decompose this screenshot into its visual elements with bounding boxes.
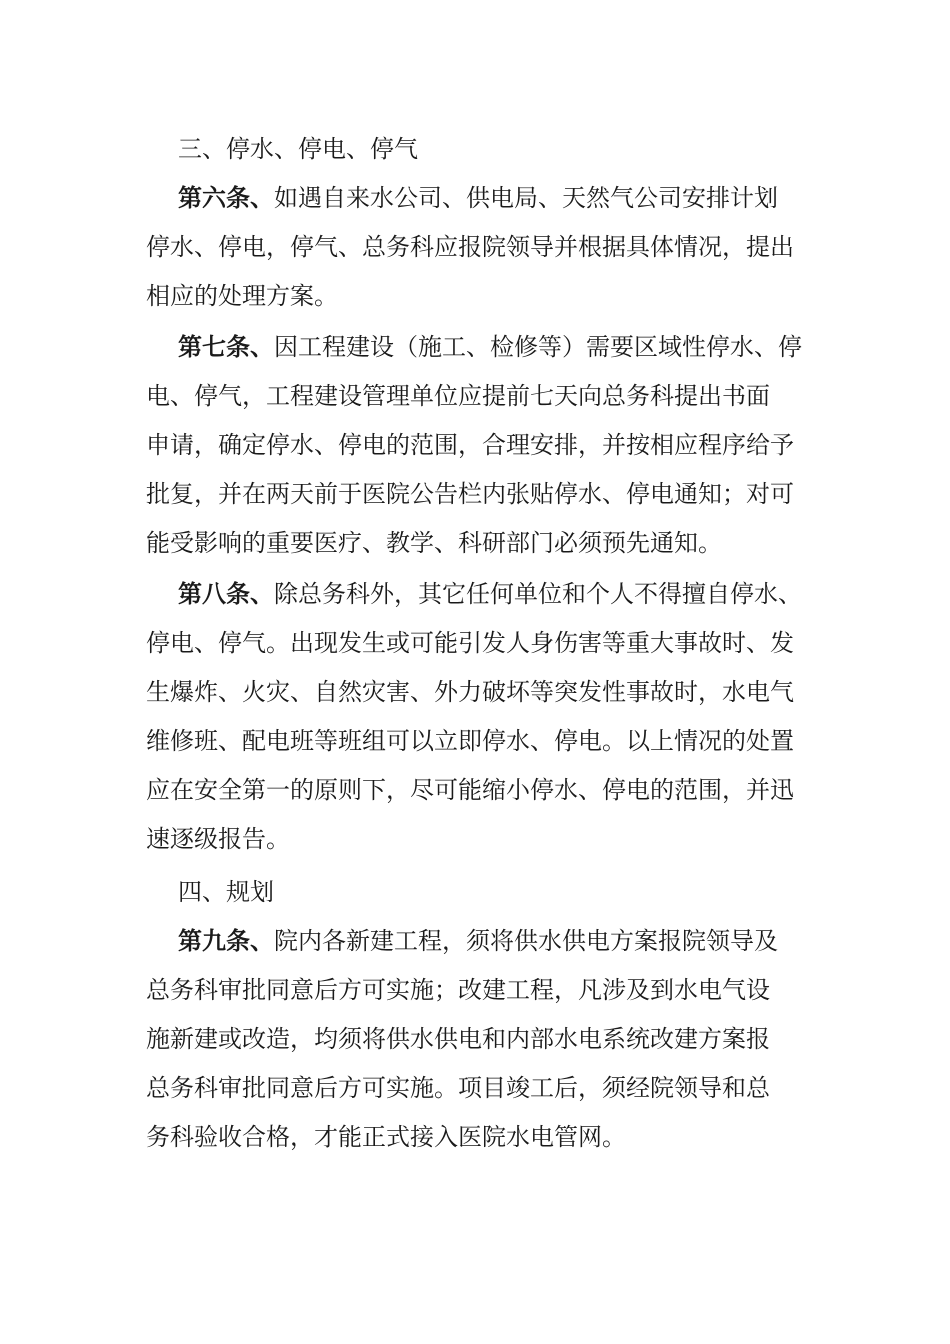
article-number: 第六条、 (178, 184, 274, 212)
article-text: 如遇自来水公司、供电局、天然气公司安排计划 (274, 184, 778, 212)
article-7 (146, 323, 810, 568)
article-number: 第八条、 (178, 580, 274, 608)
article-text: 总务科审批同意后方可实施。项目竣工后，须经院领导和总 (146, 1074, 770, 1102)
section-heading: 三、停水、停电、停气 (178, 135, 418, 163)
article-text: 务科验收合格，才能正式接入医院水电管网。 (146, 1123, 626, 1151)
article-text: 速逐级报告。 (146, 825, 290, 853)
article-text: 申请，确定停水、停电的范围，合理安排，并按相应程序给予 (146, 431, 794, 459)
article-number: 第七条、 (178, 333, 274, 361)
article-8 (146, 570, 810, 864)
section-heading: 四、规划 (178, 878, 274, 906)
article-text: 停电、停气。出现发生或可能引发人身伤害等重大事故时、发 (146, 629, 794, 657)
article-text: 相应的处理方案。 (146, 282, 338, 310)
article-text: 能受影响的重要医疗、教学、科研部门必须预先通知。 (146, 529, 722, 557)
article-text: 施新建或改造，均须将供水供电和内部水电系统改建方案报 (146, 1025, 770, 1053)
article-9 (146, 917, 810, 1162)
article-number: 第九条、 (178, 927, 274, 955)
article-text: 生爆炸、火灾、自然灾害、外力破坏等突发性事故时，水电气 (146, 678, 794, 706)
article-text: 批复，并在两天前于医院公告栏内张贴停水、停电通知；对可 (146, 480, 794, 508)
article-text: 应在安全第一的原则下，尽可能缩小停水、停电的范围，并迅 (146, 776, 794, 804)
article-text: 电、停气，工程建设管理单位应提前七天向总务科提出书面 (146, 382, 770, 410)
article-text: 维修班、配电班等班组可以立即停水、停电。以上情况的处置 (146, 727, 794, 755)
document-body (146, 124, 810, 1162)
article-text: 除总务科外，其它任何单位和个人不得擅自停水、 (274, 580, 802, 608)
article-6 (146, 174, 810, 321)
article-text: 停水、停电，停气、总务科应报院领导并根据具体情况，提出 (146, 233, 794, 261)
article-text: 因工程建设（施工、检修等）需要区域性停水、停 (274, 333, 802, 361)
article-text: 院内各新建工程，须将供水供电方案报院领导及 (274, 927, 778, 955)
article-text: 总务科审批同意后方可实施；改建工程，凡涉及到水电气设 (146, 976, 770, 1004)
